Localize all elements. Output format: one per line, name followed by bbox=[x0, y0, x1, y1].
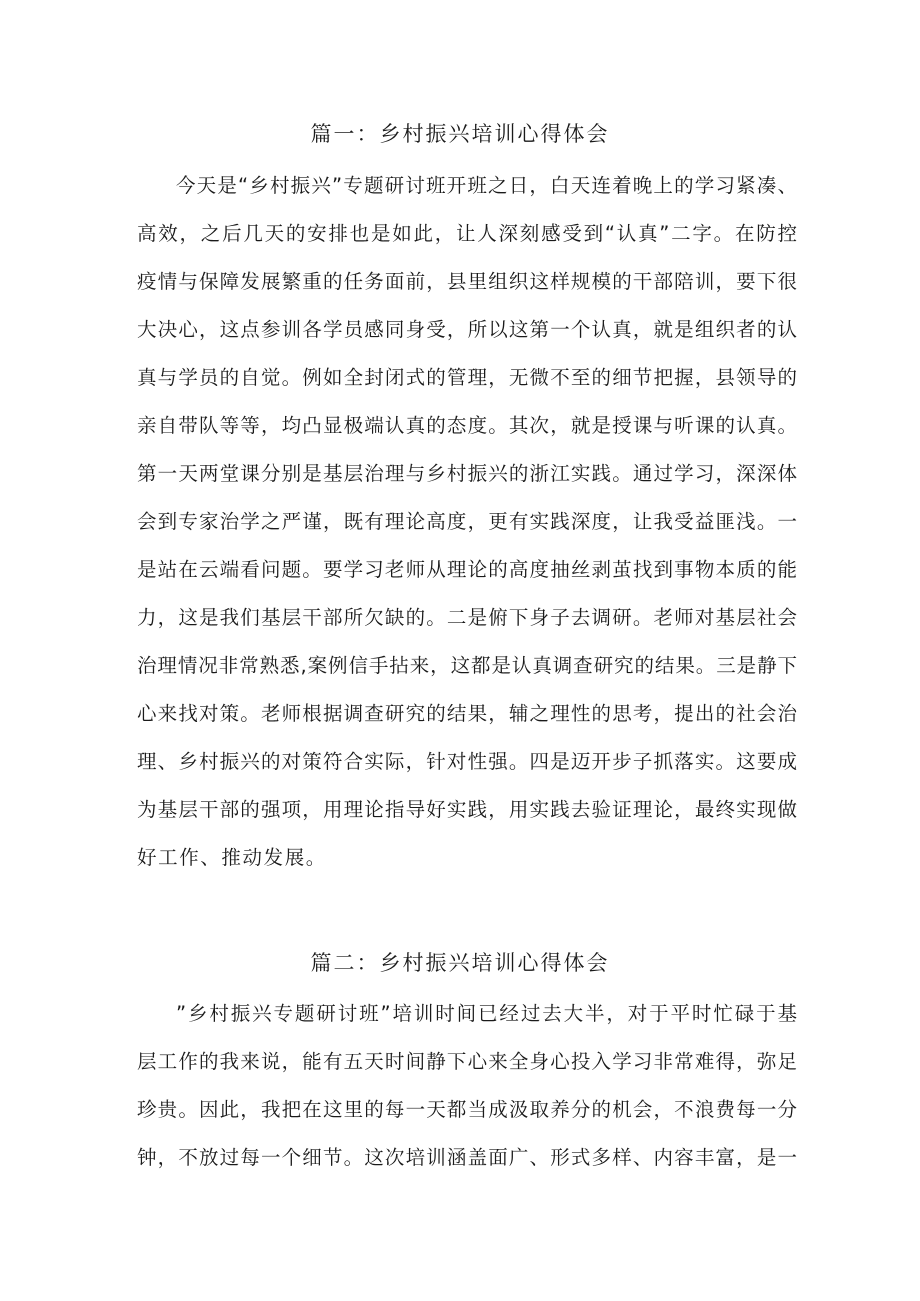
article-1-line: 大决心，这点参训各学员感同身受，所以这第一个认真，就是组织者的认 bbox=[137, 318, 797, 341]
article-2-line: 层工作的我来说，能有五天时间静下心来全身心投入学习非常难得，弥足 bbox=[137, 1050, 797, 1073]
article-1-line: 心来找对策。老师根据调查研究的结果，辅之理性的思考，提出的社会治 bbox=[137, 702, 797, 725]
article-1-line: 真与学员的自觉。例如全封闭式的管理，无微不至的细节把握，县领导的 bbox=[137, 366, 797, 389]
article-1-line: 理、乡村振兴的对策符合实际，针对性强。四是迈开步子抓落实。这要成 bbox=[137, 750, 797, 773]
article-1-line: 会到专家治学之严谨，既有理论高度，更有实践深度，让我受益匪浅。一 bbox=[137, 510, 797, 533]
article-1-title: 篇一：乡村振兴培训心得体会 bbox=[310, 122, 610, 146]
article-1-line: 是站在云端看问题。要学习老师从理论的高度抽丝剥茧找到事物本质的能 bbox=[137, 558, 797, 581]
article-1-line: 第一天两堂课分别是基层治理与乡村振兴的浙江实践。通过学习，深深体 bbox=[137, 462, 797, 485]
article-2-title: 篇二：乡村振兴培训心得体会 bbox=[310, 951, 610, 975]
article-1-line: 疫情与保障发展繁重的任务面前，县里组织这样规模的干部陪训，要下很 bbox=[137, 270, 797, 293]
article-1-line: 治理情况非常熟悉,案例信手拈来，这都是认真调查研究的结果。三是静下 bbox=[137, 654, 797, 677]
article-1-line: 为基层干部的强项，用理论指导好实践，用实践去验证理论，最终实现做 bbox=[137, 798, 797, 821]
article-1-line: 好工作、推动发展。 bbox=[137, 846, 327, 869]
article-2-line: ”乡村振兴专题研讨班”培训时间已经过去大半，对于平时忙碌于基 bbox=[176, 1002, 797, 1025]
article-1-line: 亲自带队等等，均凸显极端认真的态度。其次，就是授课与听课的认真。 bbox=[137, 414, 797, 437]
article-2-line: 珍贵。因此，我把在这里的每一天都当成汲取养分的机会，不浪费每一分 bbox=[137, 1098, 797, 1121]
article-1-line: 力，这是我们基层干部所欠缺的。二是俯下身子去调研。老师对基层社会 bbox=[137, 606, 797, 629]
article-1-line: 高效，之后几天的安排也是如此，让人深刻感受到“认真”二字。在防控 bbox=[137, 222, 797, 245]
article-2-line: 钟，不放过每一个细节。这次培训涵盖面广、形式多样、内容丰富，是一 bbox=[137, 1146, 797, 1169]
article-1-line: 今天是“乡村振兴”专题研讨班开班之日，白天连着晚上的学习紧凑、 bbox=[176, 174, 797, 197]
